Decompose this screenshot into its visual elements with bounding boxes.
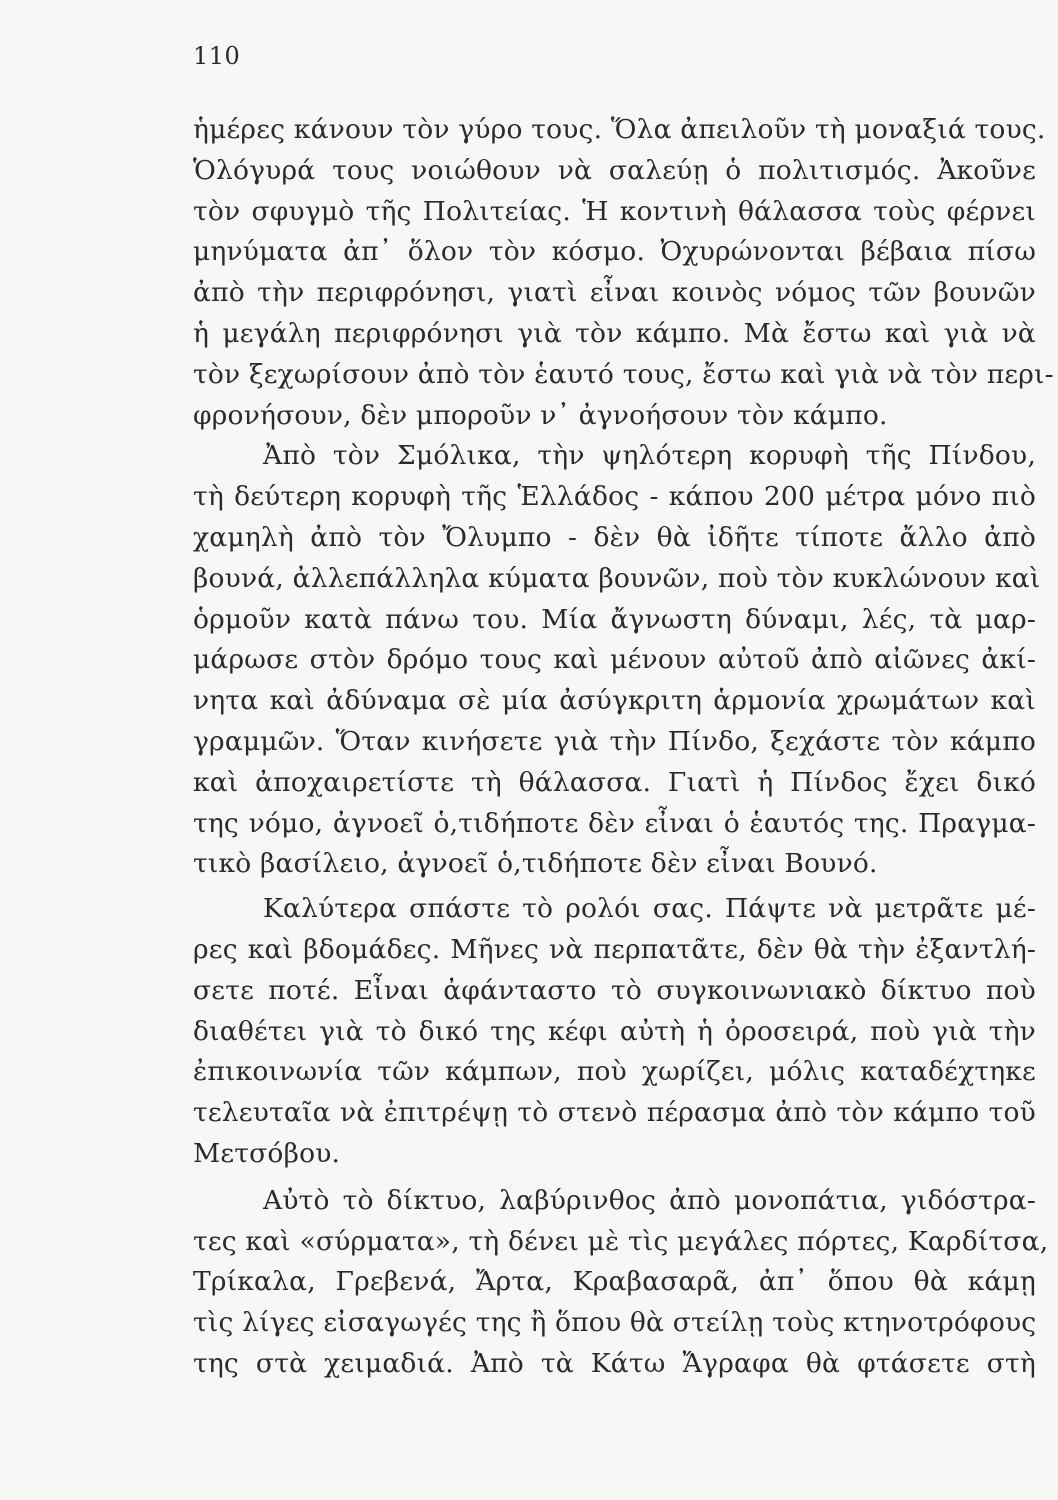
text-line: τὶς λίγες εἰσαγωγές της ἢ ὅπου θὰ στείλῃ τοὺς κτηνοτρόφους: [193, 1307, 1037, 1339]
text-line: Τρίκαλα, Γρεβενά, Ἄρτα, Κραβασαρᾶ, ἀπ᾽ ὅπου θὰ κάμῃ: [193, 1266, 1036, 1298]
page-body: [193, 110, 1054, 1385]
text-line: τικὸ βασίλειο, ἀγνοεῖ ὁ,τιδήποτε δὲν εἶναι Βουνό.: [193, 848, 878, 880]
text-line: σετε ποτέ. Εἶναι ἀφάνταστο τὸ συγκοινωνιακὸ δίκτυο ποὺ: [193, 974, 1036, 1006]
text-line: βουνά, ἀλλεπάλληλα κύματα βουνῶν, ποὺ τὸν κυκλώνουν καὶ: [193, 562, 1041, 594]
text-line: νητα καὶ ἀδύναμα σὲ μία ἀσύγκριτη ἁρμονία χρωμάτων καὶ: [193, 685, 1036, 717]
text-line: ἡμέρες κάνουν τὸν γύρο τους. Ὅλα ἀπειλοῦν τὴ μοναξιά τους.: [193, 114, 1046, 145]
text-line: γραμμῶν. Ὅταν κινήσετε γιὰ τὴν Πίνδο, ξεχάστε τὸν κάμπο: [193, 725, 1036, 757]
text-line: ὁρμοῦν κατὰ πάνω του. Μία ἄγνωστη δύναμι, λές, τὰ μαρ-: [193, 603, 1036, 635]
text-line: τὸν ξεχωρίσουν ἀπὸ τὸν ἑαυτό τους, ἔστω καὶ γιὰ νὰ τὸν περι-: [193, 358, 1054, 390]
page-number: 110: [193, 42, 241, 70]
text-line: ἀπὸ τὴν περιφρόνησι, γιατὶ εἶναι κοινὸς νόμος τῶν βουνῶν: [193, 277, 1036, 309]
text-line: τὴ δεύτερη κορυφὴ τῆς Ἑλλάδος - κάπου 200 μέτρα μόνο πιὸ: [193, 481, 1036, 513]
text-line: μηνύματα ἀπ᾽ ὅλον τὸν κόσμο. Ὀχυρώνονται βέβαια πίσω: [193, 236, 1036, 268]
text-line: μάρωσε στὸν δρόμο τους καὶ μένουν αὐτοῦ ἀπὸ αἰῶνες ἀκί-: [193, 644, 1036, 676]
text-line: τελευταῖα νὰ ἐπιτρέψῃ τὸ στενὸ πέρασμα ἀπὸ τὸν κάμπο τοῦ: [193, 1097, 1036, 1129]
text-line: τὸν σφυγμὸ τῆς Πολιτείας. Ἡ κοντινὴ θάλασσα τοὺς φέρνει: [193, 195, 1036, 227]
text-line: ἐπικοινωνία τῶν κάμπων, ποὺ χωρίζει, μόλις καταδέχτηκε: [193, 1056, 1036, 1088]
text-line: τες καὶ «σύρματα», τὴ δένει μὲ τὶς μεγάλες πόρτες, Καρδίτσα,: [193, 1225, 1049, 1257]
text-line: χαμηλὴ ἀπὸ τὸν Ὄλυμπο - δὲν θὰ ἰδῆτε τίποτε ἄλλο ἀπὸ: [193, 521, 1036, 553]
text-line: της νόμο, ἀγνοεῖ ὁ,τιδήποτε δὲν εἶναι ὁ ἑαυτός της. Πραγμα-: [193, 807, 1036, 839]
text-line: Ὁλόγυρά τους νοιώθουν νὰ σαλεύῃ ὁ πολιτισμός. Ἀκοῦνε: [193, 154, 1036, 186]
text-line: καὶ ἀποχαιρετίστε τὴ θάλασσα. Γιατὶ ἡ Πίνδος ἔχει δικό: [193, 766, 1036, 798]
text-line: ρες καὶ βδομάδες. Μῆνες νὰ περπατᾶτε, δὲν θὰ τὴν ἐξαντλή-: [193, 933, 1036, 965]
text-line: Καλύτερα σπάστε τὸ ρολόι σας. Πάψτε νὰ μετρᾶτε μέ-: [263, 893, 1036, 925]
text-line: φρονήσουν, δὲν μποροῦν ν᾽ ἀγνοήσουν τὸν κάμπο.: [193, 399, 888, 431]
text-line: της στὰ χειμαδιά. Ἀπὸ τὰ Κάτω Ἄγραφα θὰ φτάσετε στὴ: [193, 1347, 1036, 1379]
text-line: Μετσόβου.: [193, 1137, 341, 1169]
text-line: διαθέτει γιὰ τὸ δικό της κέφι αὐτὴ ἡ ὀροσειρά, ποὺ γιὰ τὴν: [193, 1015, 1036, 1047]
text-line: Αὐτὸ τὸ δίκτυο, λαβύρινθος ἀπὸ μονοπάτια, γιδόστρα-: [263, 1184, 1036, 1216]
text-line: ἡ μεγάλη περιφρόνησι γιὰ τὸν κάμπο. Μὰ ἔστω καὶ γιὰ νὰ: [193, 317, 1036, 349]
text-line: Ἀπὸ τὸν Σμόλικα, τὴν ψηλότερη κορυφὴ τῆς Πίνδου,: [263, 440, 1036, 472]
